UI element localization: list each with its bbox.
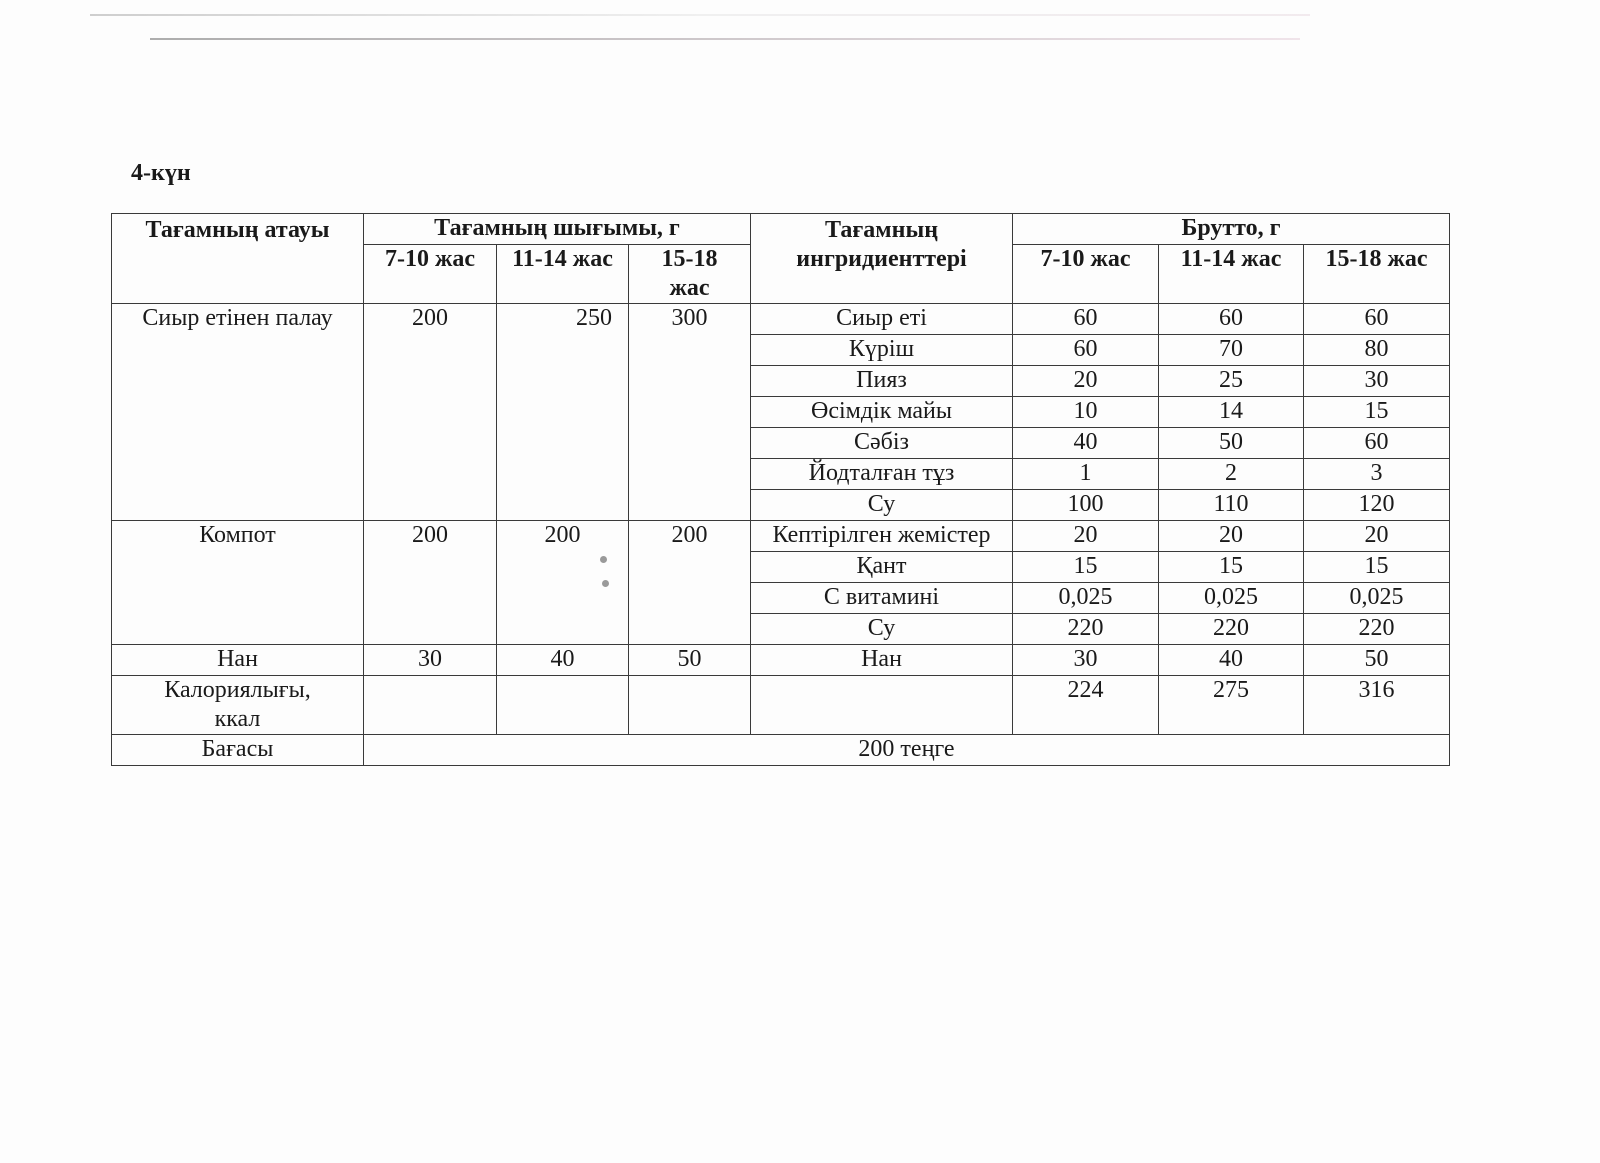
table-row xyxy=(112,304,1450,335)
ingredient-name: Пияз xyxy=(751,366,1013,397)
dish-name: Нан xyxy=(112,645,364,676)
dish-name: Компот xyxy=(112,521,364,645)
calories-value: 275 xyxy=(1159,676,1304,735)
ingredient-value: 110 xyxy=(1159,490,1304,521)
price-value: 200 теңге xyxy=(364,735,1450,766)
header-output-age1: 7-10 жас xyxy=(364,245,497,304)
empty-cell xyxy=(629,676,751,735)
ingredient-name: Өсімдік майы xyxy=(751,397,1013,428)
ingredient-value: 1 xyxy=(1013,459,1159,490)
table-row xyxy=(112,521,1450,552)
ingredient-value: 20 xyxy=(1159,521,1304,552)
header-ingredients-line1: Тағамның xyxy=(824,217,939,243)
dish-output: 200 xyxy=(497,521,629,645)
dish-output: 250 xyxy=(497,304,629,521)
calories-row xyxy=(112,676,1450,735)
header-row-1 xyxy=(112,214,1450,245)
calories-value: 316 xyxy=(1304,676,1450,735)
ingredient-value: 50 xyxy=(1159,428,1304,459)
price-row xyxy=(112,735,1450,766)
ingredient-name: Су xyxy=(751,490,1013,521)
dish-output: 200 xyxy=(364,521,497,645)
header-brutto-age3: 15-18 жас xyxy=(1304,245,1450,304)
price-label: Бағасы xyxy=(112,735,364,766)
ingredient-name: Нан xyxy=(751,645,1013,676)
dish-output: 40 xyxy=(497,645,629,676)
ingredient-value: 30 xyxy=(1304,366,1450,397)
dish-output: 200 xyxy=(629,521,751,645)
ingredient-value: 15 xyxy=(1013,552,1159,583)
ingredient-value: 100 xyxy=(1013,490,1159,521)
scan-speck xyxy=(602,580,609,587)
ingredient-value: 15 xyxy=(1159,552,1304,583)
header-brutto-age1: 7-10 жас xyxy=(1013,245,1159,304)
ingredient-value: 220 xyxy=(1304,614,1450,645)
ingredient-value: 60 xyxy=(1159,304,1304,335)
header-ingredients xyxy=(751,214,1013,304)
ingredient-value: 60 xyxy=(1013,304,1159,335)
calories-label xyxy=(112,676,364,735)
table-row xyxy=(112,645,1450,676)
header-output-age2: 11-14 жас xyxy=(497,245,629,304)
day-label: 4-күн xyxy=(131,160,191,186)
header-ingredients-line2: ингридиенттері xyxy=(796,246,967,272)
ingredient-value: 20 xyxy=(1304,521,1450,552)
dish-output: 300 xyxy=(629,304,751,521)
ingredient-value: 0,025 xyxy=(1013,583,1159,614)
ingredient-value: 0,025 xyxy=(1159,583,1304,614)
empty-cell xyxy=(364,676,497,735)
ingredient-name: Йодталған тұз xyxy=(751,459,1013,490)
ingredient-value: 60 xyxy=(1304,428,1450,459)
ingredient-value: 70 xyxy=(1159,335,1304,366)
menu-table xyxy=(111,213,1450,766)
scan-artifact-line xyxy=(150,38,1300,40)
header-output-age3-line1: 15-18 xyxy=(661,246,718,272)
header-brutto: Брутто, г xyxy=(1013,214,1450,245)
dish-output: 200 xyxy=(364,304,497,521)
ingredient-value: 15 xyxy=(1304,397,1450,428)
ingredient-value: 40 xyxy=(1013,428,1159,459)
calories-label-line1: Калориялығы, xyxy=(164,677,311,703)
empty-cell xyxy=(751,676,1013,735)
header-output: Тағамның шығымы, г xyxy=(364,214,751,245)
ingredient-value: 2 xyxy=(1159,459,1304,490)
ingredient-value: 0,025 xyxy=(1304,583,1450,614)
ingredient-value: 220 xyxy=(1159,614,1304,645)
ingredient-name: Сиыр еті xyxy=(751,304,1013,335)
header-dish-name: Тағамның атауы xyxy=(112,214,364,304)
ingredient-value: 20 xyxy=(1013,521,1159,552)
ingredient-value: 30 xyxy=(1013,645,1159,676)
dish-name: Сиыр етінен палау xyxy=(112,304,364,521)
ingredient-name: С витамині xyxy=(751,583,1013,614)
scan-speck xyxy=(600,556,607,563)
ingredient-value: 40 xyxy=(1159,645,1304,676)
ingredient-value: 10 xyxy=(1013,397,1159,428)
calories-label-line2: ккал xyxy=(214,706,261,732)
ingredient-value: 20 xyxy=(1013,366,1159,397)
header-output-age3 xyxy=(629,245,751,304)
header-brutto-age2: 11-14 жас xyxy=(1159,245,1304,304)
ingredient-value: 120 xyxy=(1304,490,1450,521)
ingredient-value: 15 xyxy=(1304,552,1450,583)
scan-artifact-top xyxy=(90,14,1310,16)
ingredient-value: 60 xyxy=(1304,304,1450,335)
ingredient-value: 60 xyxy=(1013,335,1159,366)
ingredient-value: 220 xyxy=(1013,614,1159,645)
empty-cell xyxy=(497,676,629,735)
dish-output: 50 xyxy=(629,645,751,676)
ingredient-name: Күріш xyxy=(751,335,1013,366)
ingredient-name: Қант xyxy=(751,552,1013,583)
calories-value: 224 xyxy=(1013,676,1159,735)
ingredient-value: 3 xyxy=(1304,459,1450,490)
ingredient-name: Кептірілген жемістер xyxy=(751,521,1013,552)
ingredient-name: Су xyxy=(751,614,1013,645)
ingredient-value: 14 xyxy=(1159,397,1304,428)
ingredient-value: 80 xyxy=(1304,335,1450,366)
header-output-age3-line2: жас xyxy=(669,275,710,301)
dish-output: 30 xyxy=(364,645,497,676)
ingredient-value: 25 xyxy=(1159,366,1304,397)
ingredient-value: 50 xyxy=(1304,645,1450,676)
ingredient-name: Сәбіз xyxy=(751,428,1013,459)
